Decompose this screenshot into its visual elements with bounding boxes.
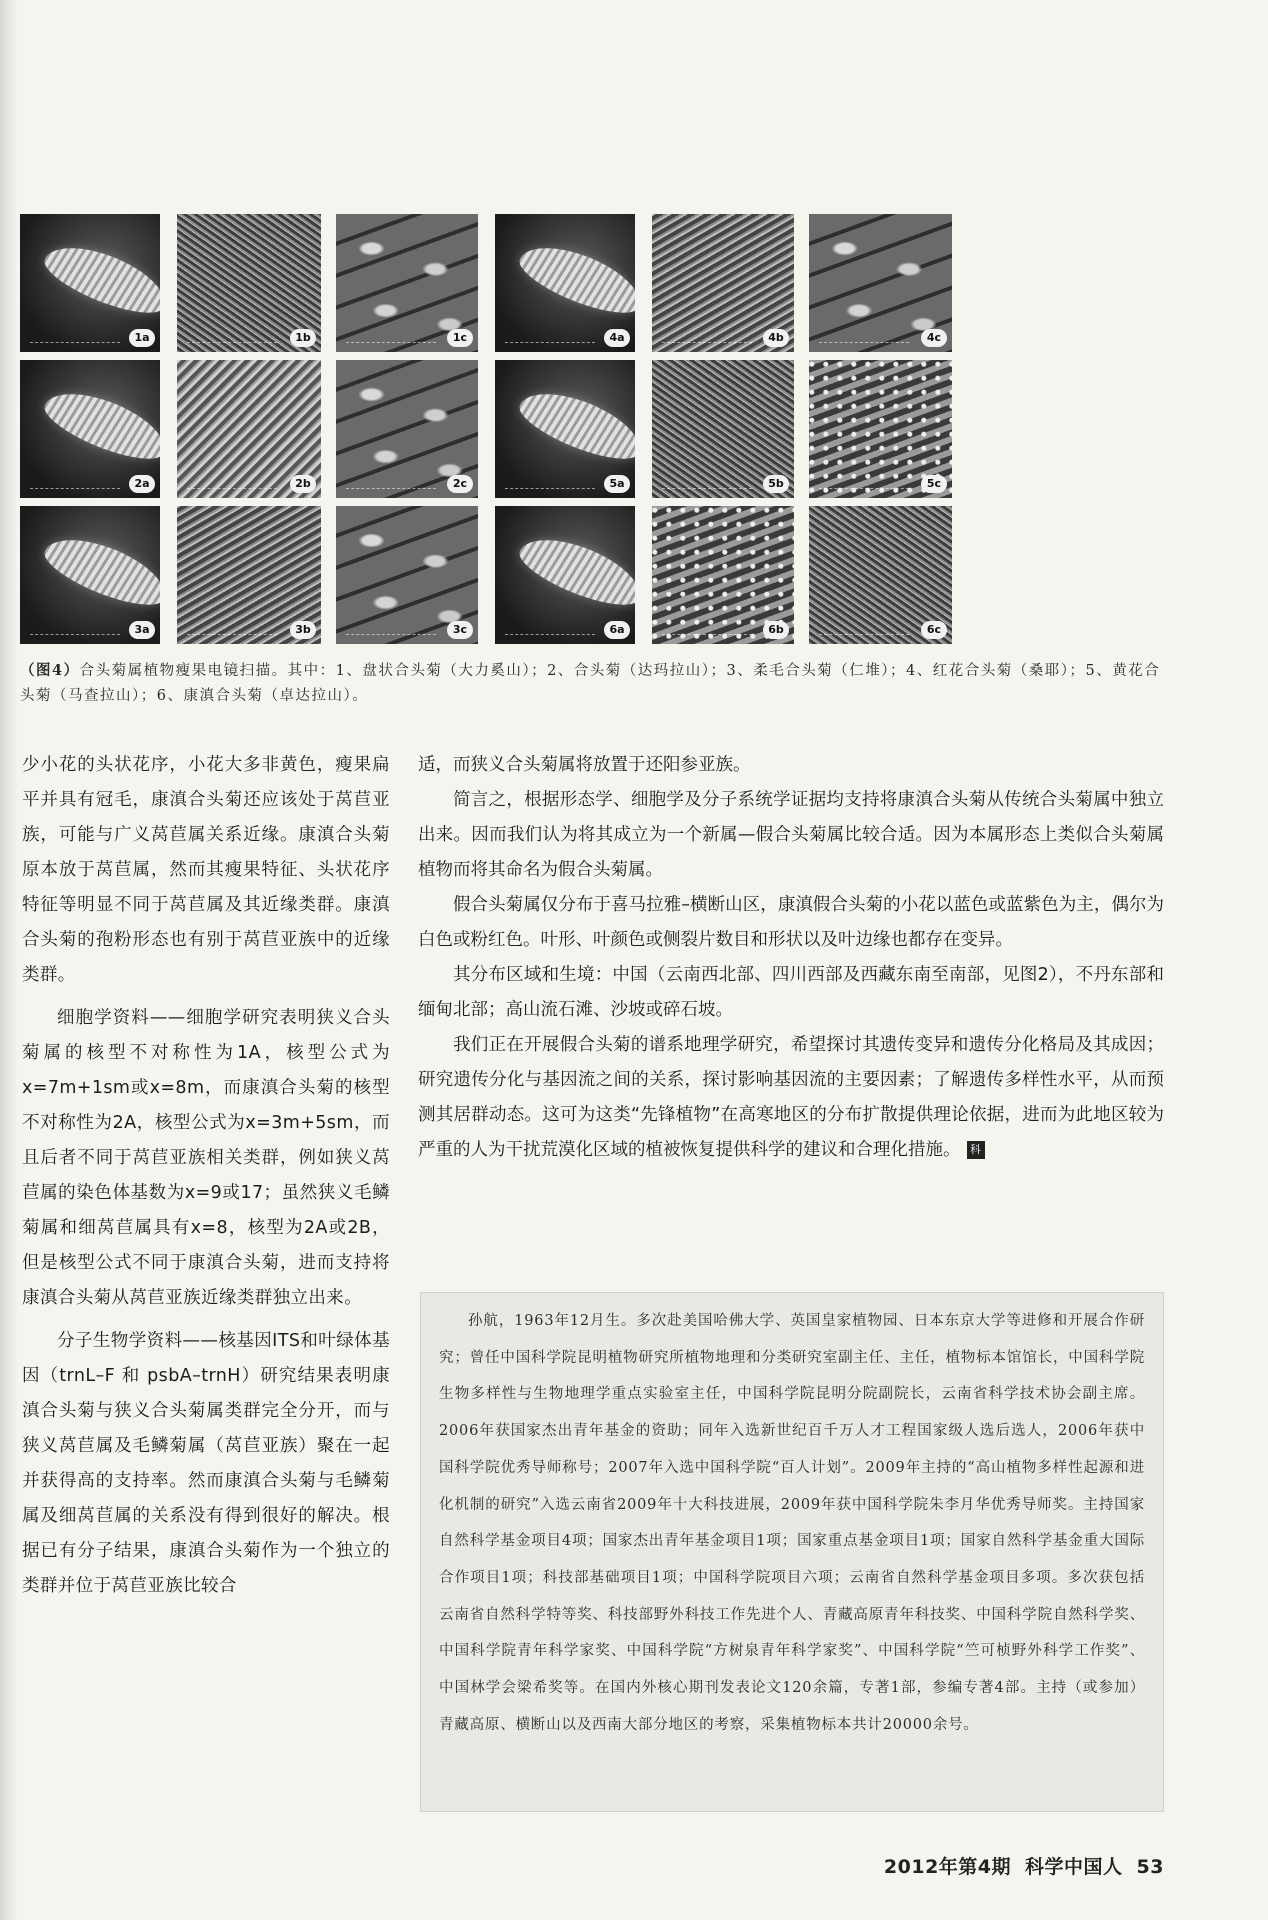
achene-image (38, 526, 160, 617)
sem-tile-6b (652, 506, 794, 644)
scale-bar (30, 634, 120, 638)
tile-label: 6c (921, 621, 947, 639)
scale-bar (30, 488, 120, 492)
scale-bar (187, 634, 277, 638)
tile-label: 6b (763, 621, 789, 639)
tile-label: 2c (447, 475, 473, 493)
author-bio-box (420, 1292, 1164, 1812)
scale-bar (187, 488, 277, 492)
left-paragraph-molecular: 分子生物学资料——核基因ITS和叶绿体基因（trnL–F 和 psbA–trnH）研究结果表明康滇合头菊与狭义合头菊属类群完全分开，而与狭义莴苣属及毛鳞菊属（莴苣亚族）聚在一起并获得高的支持率。然而康滇合头菊与毛鳞菊属及细莴苣属的关系没有得到很好的解决。根据已有分子结果，康滇合头菊作为一个独立的类群并位于莴苣亚族比较合 (22, 1331, 390, 1596)
achene-image (38, 234, 160, 325)
tile-label: 3b (290, 621, 316, 639)
achene-image (513, 234, 635, 325)
right-paragraph-summary: 简言之，根据形态学、细胞学及分子系统学证据均支持将康滇合头菊从传统合头菊属中独立出来。因而我们认为将其成立为一个新属—假合头菊属比较合适。因为本属形态上类似合头菊属植物而将其命名为假合头菊属。 (418, 790, 1164, 880)
tile-label: 4c (921, 329, 947, 347)
scale-bar (662, 342, 752, 346)
scale-bar (346, 342, 436, 346)
caption-lead: （图4） (20, 662, 80, 679)
research-text: 我们正在开展假合头菊的谱系地理学研究，希望探讨其遗传变异和遗传分化格局及其成因；研究遗传分化与基因流之间的关系，探讨影响基因流的主要因素；了解遗传多样性水平，从而预测其居群动态。这可为这类“先锋植物”在高寒地区的分布扩散提供理论依据，进而为此地区较为严重的人为干扰荒漠化区域的植被恢复提供科学的建议和合理化措施。 (418, 1035, 1164, 1160)
sem-tile-1a (20, 214, 160, 352)
scale-bar (819, 634, 909, 638)
tile-label: 3a (129, 621, 155, 639)
scale-bar (187, 342, 277, 346)
tile-label: 1c (447, 329, 473, 347)
right-paragraph-distribution: 假合头菊属仅分布于喜马拉雅–横断山区，康滇假合头菊的小花以蓝色或蓝紫色为主，偶尔为白色或粉红色。叶形、叶颜色或侧裂片数目和形状以及叶边缘也都存在变异。 (418, 895, 1164, 950)
scale-bar (346, 634, 436, 638)
tile-label: 4a (604, 329, 630, 347)
left-paragraph-cytology: 细胞学资料——细胞学研究表明狭义合头菊属的核型不对称性为1A，核型公式为x=7m+1sm或x=8m，而康滇合头菊的核型不对称性为2A，核型公式为x=3m+5sm，而且后者不同于莴苣亚族相关类群，例如狭义莴苣属的染色体基数为x=9或17；虽然狭义毛鳞菊属和细莴苣属具有x=8，核型为2A或2B，但是核型公式不同于康滇合头菊，进而支持将康滇合头菊从莴苣亚族近缘类群独立出来。 (22, 1008, 390, 1308)
author-bio-text: 孙航，1963年12月生。多次赴美国哈佛大学、英国皇家植物园、日本东京大学等进修和开展合作研究；曾任中国科学院昆明植物研究所植物地理和分类研究室副主任、主任，植物标本馆馆长，中国科学院生物多样性与生物地理学重点实验室主任，中国科学院昆明分院副院长，云南省科学技术协会副主席。2006年获国家杰出青年基金的资助；同年入选新世纪百千万人才工程国家级人选后选人，2006年获中国科学院优秀导师称号；2007年入选中国科学院“百人计划”。2009年主持的“高山植物多样性起源和进化机制的研究”入选云南省2009年十大科技进展，2009年获中国科学院朱李月华优秀导师奖。主持国家自然科学基金项目4项；国家杰出青年基金项目1项；国家重点基金项目1项；国家自然科学基金重大国际合作项目1项；科技部基础项目1项；中国科学院项目六项；云南省自然科学基金项目多项。多次获包括云南省自然科学特等奖、科技部野外科技工作先进个人、青藏高原青年科技奖、中国科学院自然科学奖、中国科学院青年科学家奖、中国科学院“方树泉青年科学家奖”、中国科学院“竺可桢野外科学工作奖”、中国林学会梁希奖等。在国内外核心期刊发表论文120余篇，专著1部，参编专著4部。主持（或参加）青藏高原、横断山以及西南大部分地区的考察，采集植物标本共计20000余号。 (439, 1313, 1145, 1733)
tile-label: 5c (921, 475, 947, 493)
scale-bar (346, 488, 436, 492)
scale-bar (662, 634, 752, 638)
scale-bar (819, 488, 909, 492)
figure-caption (20, 658, 1162, 709)
right-column (418, 748, 1164, 1168)
achene-image (513, 526, 635, 617)
scale-bar (819, 342, 909, 346)
left-paragraph-1: 少小花的头状花序，小花大多非黄色，瘦果扁平并具有冠毛，康滇合头菊还应该处于莴苣亚族，可能与广义莴苣属关系近缘。康滇合头菊原本放于莴苣属，然而其瘦果特征、头状花序特征等明显不同于莴苣属及其近缘类群。康滇合头菊的孢粉形态也有别于莴苣亚族中的近缘类群。 (22, 755, 390, 985)
tile-label: 2b (290, 475, 316, 493)
sem-tile-6c (809, 506, 952, 644)
sem-tile-2c (336, 360, 478, 498)
scale-bar (505, 634, 595, 638)
left-column (22, 748, 390, 1604)
scale-bar (30, 342, 120, 346)
sem-tile-3a (20, 506, 160, 644)
footer-issue: 2012年第4期 (883, 1856, 1012, 1878)
caption-text: 合头菊属植物瘦果电镜扫描。其中：1、盘状合头菊（大力奚山）；2、合头菊（达玛拉山）；3、柔毛合头菊（仁堆）；4、红花合头菊（桑耶）；5、黄花合头菊（马查拉山）；6、康滇合头菊（卓达拉山）。 (20, 663, 1161, 704)
sem-tile-5b (652, 360, 794, 498)
achene-image (513, 380, 635, 471)
tile-label: 3c (447, 621, 473, 639)
tile-label: 4b (763, 329, 789, 347)
right-paragraph-1: 适，而狭义合头菊属将放置于还阳参亚族。 (418, 755, 751, 775)
sem-tile-1c (336, 214, 478, 352)
tile-label: 1a (129, 329, 155, 347)
tile-label: 6a (604, 621, 630, 639)
scale-bar (505, 488, 595, 492)
right-paragraph-habitat: 其分布区域和生境：中国（云南西北部、四川西部及西藏东南至南部，见图2），不丹东部和缅甸北部；高山流石滩、沙坡或碎石坡。 (418, 965, 1164, 1020)
sem-tile-4b (652, 214, 794, 352)
sem-tile-5a (495, 360, 635, 498)
scale-bar (662, 488, 752, 492)
page-footer (870, 1852, 1164, 1879)
sem-figure-grid (20, 214, 1162, 644)
page-edge (0, 0, 18, 1920)
sem-tile-3b (177, 506, 321, 644)
sem-tile-2a (20, 360, 160, 498)
end-mark-icon: 科 (967, 1141, 985, 1159)
sem-tile-5c (809, 360, 952, 498)
right-paragraph-research (418, 1028, 1164, 1168)
sem-tile-1b (177, 214, 321, 352)
tile-label: 2a (129, 475, 155, 493)
sem-tile-4c (809, 214, 952, 352)
tile-label: 1b (290, 329, 316, 347)
tile-label: 5b (763, 475, 789, 493)
sem-tile-6a (495, 506, 635, 644)
sem-tile-4a (495, 214, 635, 352)
footer-magazine: 科学中国人 (1025, 1856, 1123, 1878)
sem-tile-3c (336, 506, 478, 644)
scale-bar (505, 342, 595, 346)
footer-page-number: 53 (1136, 1856, 1164, 1878)
tile-label: 5a (604, 475, 630, 493)
sem-tile-2b (177, 360, 321, 498)
achene-image (38, 380, 160, 471)
